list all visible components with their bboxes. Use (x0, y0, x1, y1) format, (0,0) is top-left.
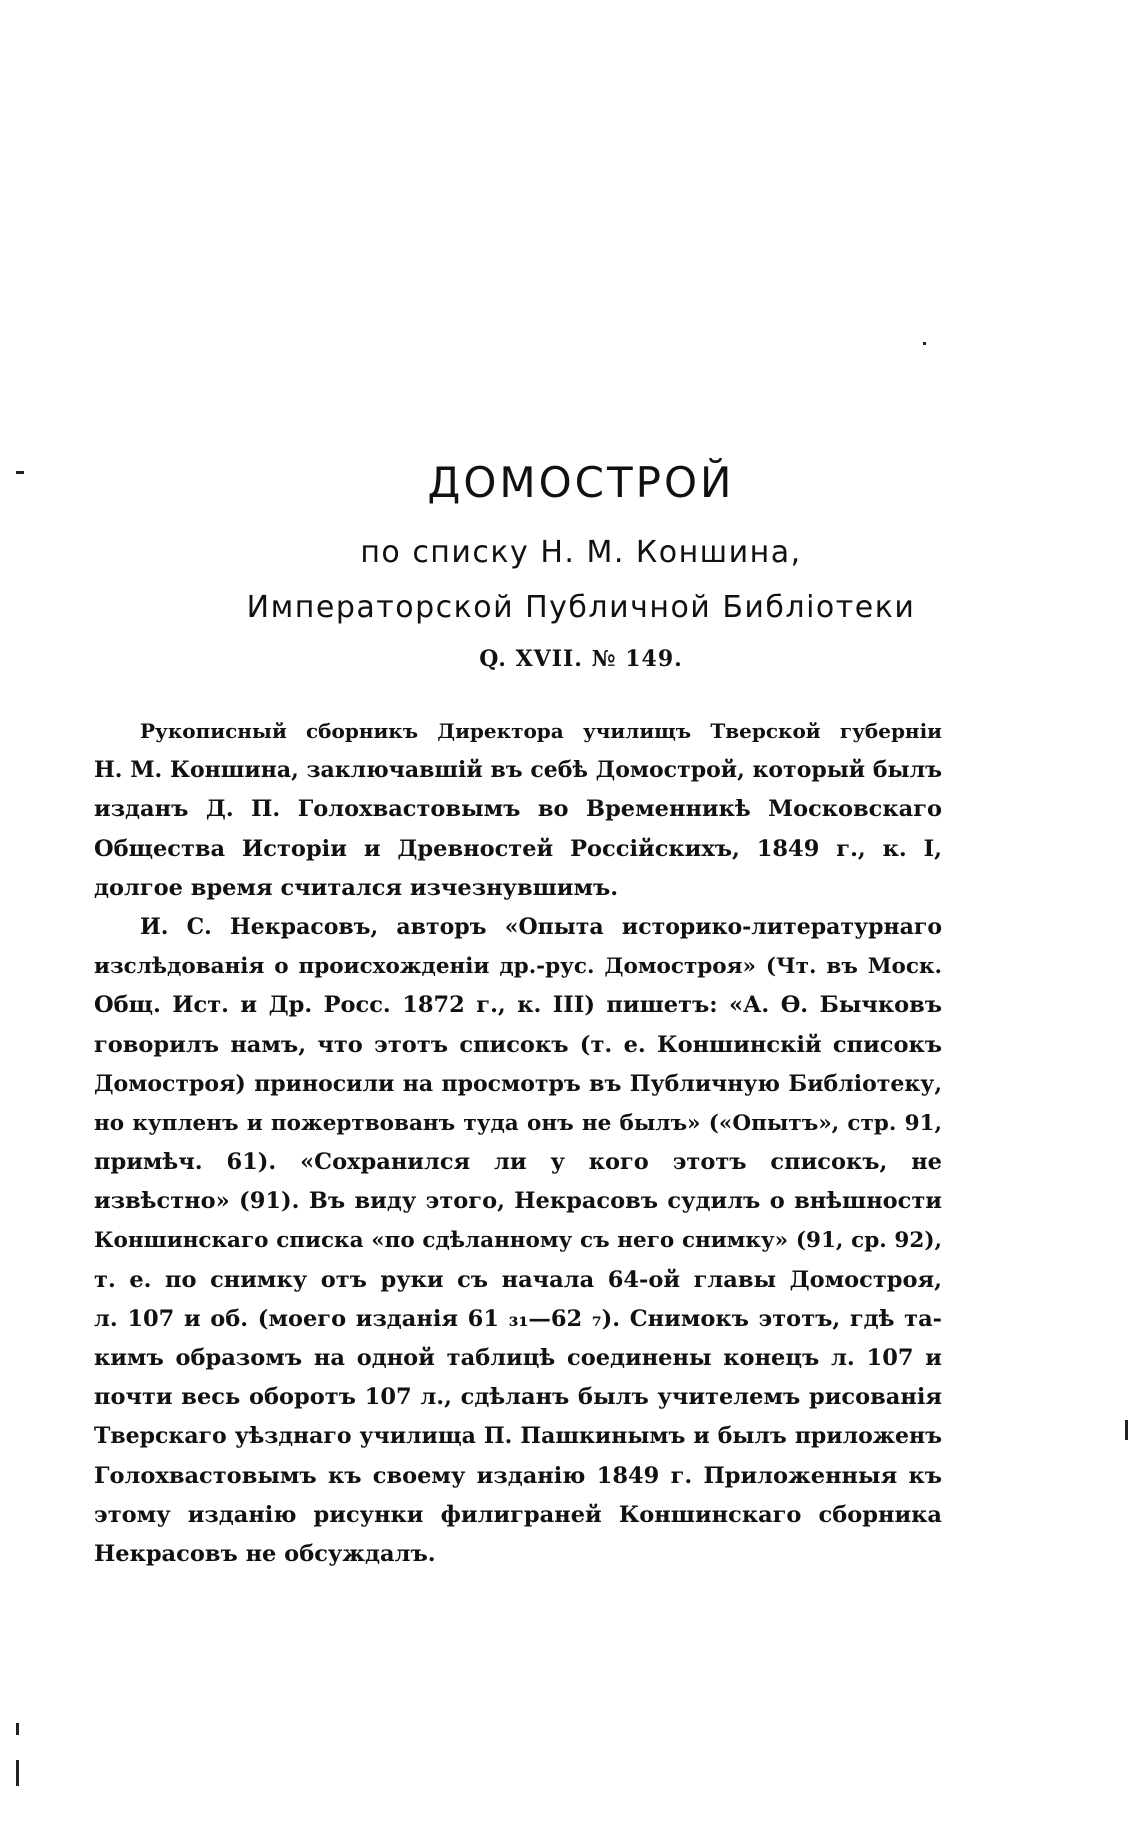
text-line: изслѣдованія о происхожденіи др.-рус. Домостроя» (Чт. въ Моск. (94, 954, 942, 980)
scan-artifact (923, 342, 926, 345)
scan-artifact (16, 1723, 19, 1735)
text-line: этому изданію рисунки филиграней Коншинскаго сборника (94, 1501, 942, 1528)
text-line: Некрасовъ не обсуждалъ. (94, 1540, 436, 1567)
text-line: извѣстно» (91). Въ виду этого, Некрасовъ судилъ о внѣшности (94, 1188, 942, 1215)
text-line: Общества Исторіи и Древностей Россійскихъ, 1849 г., к. I, (94, 835, 942, 862)
text-line: И. С. Некрасовъ, авторъ «Опыта историко-литературнаго (140, 913, 942, 940)
text-line: Общ. Ист. и Др. Росс. 1872 г., к. III) пишетъ: «А. Ѳ. Бычковъ (94, 992, 942, 1019)
shelfmark: Q. XVII. № 149. (479, 646, 683, 672)
text-line: долгое время считался изчезнувшимъ. (94, 874, 619, 901)
scan-artifact (16, 1760, 19, 1786)
text-line: Голохвастовымъ къ своему изданію 1849 г. Приложенныя къ (94, 1462, 942, 1489)
text-line: но купленъ и пожертвованъ туда онъ не былъ» («Опытъ», стр. 91, (94, 1110, 942, 1136)
text-line: л. 107 и об. (моего изданія 61 ₃₁—62 ₇). Снимокъ этотъ, гдѣ та- (94, 1305, 942, 1332)
text-line: Тверскаго уѣзднаго училища П. Пашкинымъ и былъ приложенъ (94, 1423, 942, 1450)
body-text (94, 712, 942, 1574)
text-line: Коншинскаго списка «по сдѣланному съ него снимку» (91, ср. 92), (94, 1228, 942, 1254)
text-line: почти весь оборотъ 107 л., сдѣланъ былъ учителемъ рисованія (94, 1384, 942, 1411)
document-subtitle-library: Императорской Публичной Библіотеки (246, 590, 916, 625)
text-line: Н. М. Коншина, заключавшій въ себѣ Домострой, который былъ (94, 757, 942, 784)
text-line: изданъ Д. П. Голохвастовымъ во Временникѣ Московскаго (94, 796, 942, 823)
text-line: т. е. по снимку отъ руки съ начала 64-ой главы Домостроя, (94, 1266, 942, 1293)
scan-artifact (1125, 1420, 1128, 1440)
text-line: кимъ образомъ на одной таблицѣ соединены конецъ л. 107 и (94, 1345, 942, 1371)
document-title: ДОМОСТРОЙ (427, 458, 735, 507)
text-line: примѣч. 61). «Сохранился ли у кого этотъ списокъ, не (94, 1149, 942, 1176)
text-line: говорилъ намъ, что этотъ списокъ (т. е. Коншинскій списокъ (94, 1031, 942, 1058)
document-subtitle: по списку Н. М. Коншина, (360, 535, 802, 570)
text-line: Домостроя) приносили на просмотръ въ Публичную Библіотеку, (94, 1070, 942, 1097)
text-line: Рукописный сборникъ Директора училищъ Тверской губерніи (140, 719, 942, 743)
